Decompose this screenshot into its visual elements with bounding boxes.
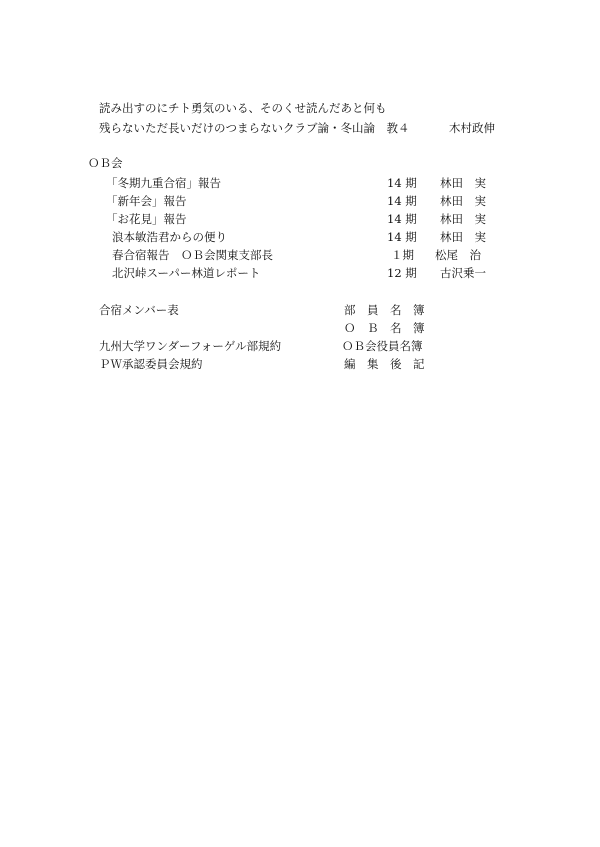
appendix-right-item: ＯＢ会役員名簿 <box>342 339 423 353</box>
appendix-right-item: 部 員 名 簿 <box>344 303 425 317</box>
ob-item-title: 浪本敏浩君からの便り <box>112 230 227 244</box>
appendix-left-item: ＰＷ承認委員会規約 <box>99 357 203 371</box>
ob-item-title: 「新年会」報告 <box>106 194 187 208</box>
ob-item-author: 林田 実 <box>440 212 486 226</box>
ob-item-author: 林田 実 <box>440 230 486 244</box>
intro-line-1: 読み出すのにチト勇気のいる、そのくせ読んだあと何も <box>99 101 387 115</box>
ob-item-term: １期 <box>391 248 414 262</box>
appendix-left-item: 合宿メンバー表 <box>99 303 179 317</box>
appendix-right-item: 編 集 後 記 <box>344 357 425 371</box>
ob-item-title: 「冬期九重合宿」報告 <box>106 176 221 190</box>
ob-item-term: 14 期 <box>387 230 417 244</box>
appendix-left-item: 九州大学ワンダーフォーゲル部規約 <box>99 339 282 353</box>
ob-item-title: 「お花見」報告 <box>106 212 187 226</box>
ob-item-term: 14 期 <box>387 194 417 208</box>
ob-item-title: 春合宿報告 ＯＢ会関東支部長 <box>112 248 273 262</box>
ob-item-author: 林田 実 <box>440 194 486 208</box>
intro-line-2: 残らないただ長いだけのつまらないクラブ論・冬山論 教４ <box>99 121 410 135</box>
appendix-right-item: Ｏ Ｂ 名 簿 <box>344 321 425 335</box>
ob-item-term: 14 期 <box>387 176 417 190</box>
ob-item-author: 松尾 治 <box>435 248 481 262</box>
ob-item-author: 古沢乗一 <box>440 266 486 280</box>
ob-item-term: 12 期 <box>387 266 417 280</box>
ob-item-term: 14 期 <box>387 212 417 226</box>
ob-item-title: 北沢峠スーパー林道レポート <box>112 266 261 280</box>
ob-heading: ＯＢ会 <box>88 156 123 170</box>
ob-item-author: 林田 実 <box>440 176 486 190</box>
intro-author: 木村政伸 <box>449 121 495 135</box>
